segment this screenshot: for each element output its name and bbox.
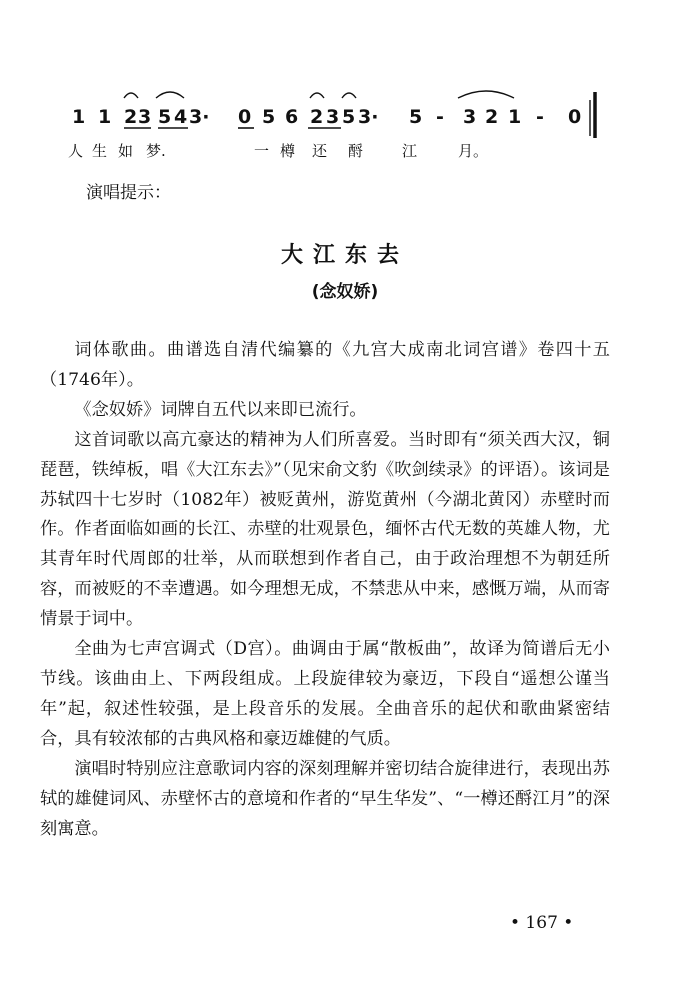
lyric-syllable: 江	[402, 142, 418, 160]
note: 3·	[358, 106, 379, 128]
page-title: 大江东去	[280, 243, 409, 268]
note: 3	[463, 106, 477, 128]
lyric-syllable: 樽	[280, 142, 296, 160]
lyric-syllable: 如	[118, 142, 134, 160]
note: 1	[72, 106, 86, 128]
note: 3·	[189, 106, 210, 128]
lyric-syllable: 人	[68, 142, 84, 160]
note: -	[436, 106, 444, 128]
lyric-syllable: 一	[254, 142, 270, 160]
note: 2	[310, 106, 324, 128]
note: 2	[124, 106, 138, 128]
paragraph: 《念奴娇》词牌自五代以来即已流行。	[74, 399, 367, 420]
paragraph: 这首词歌以高亢豪达的精神为人们所喜爱。当时即有“须关西大汉，铜琵琶，铁绰板，唱《大江东去》”（见宋俞文豹《吹剑续录》的评语）。该词是苏轼四十七岁时（1082年）被贬黄州，游览黄州（今湖北黄冈）赤壁时而作。作者面临如画的长江、赤壁的壮观景色，缅怀古代无数的英雄人物，尤其青年时代周郎的壮举，从而联想到作者自己，由于政治理想不为朝廷所容，而被贬的不幸遭遇。如今理想无成，不禁悲从中来，感慨万端，从而寄情景于词中。	[40, 429, 610, 630]
slur	[124, 93, 138, 98]
singing-tips-label: 演唱提示：	[86, 183, 171, 203]
music-score	[58, 78, 618, 168]
paragraph: 演唱时特别应注意歌词内容的深刻理解并密切结合旋律进行，表现出苏轼的雄健词风、赤壁怀古的意境和作者的“早生华发”、“一樽还酹江月”的深刻寓意。	[40, 758, 610, 839]
note: 3	[138, 106, 152, 128]
note: 0	[568, 106, 582, 128]
body-text	[40, 336, 610, 844]
paragraph: 全曲为七声宫调式（D宫）。曲调由于属“散板曲”，故译为简谱后无小节线。该曲由上、下两段组成。上段旋律较为豪迈，下段自“遥想公谨当年”起，叙述性较强，是上段音乐的发展。全曲音乐的起伏和歌曲紧密结合，具有较浓郁的古典风格和豪迈雄健的气质。	[40, 639, 610, 749]
note: 0	[238, 106, 252, 128]
paragraph: 词体歌曲。曲谱选自清代编纂的《九宫大成南北词宫谱》卷四十五（1746年）。	[40, 340, 610, 390]
score-notes	[58, 106, 618, 134]
note: 1	[98, 106, 112, 128]
note: 6	[285, 106, 299, 128]
note: 5	[262, 106, 276, 128]
note: 5	[158, 106, 172, 128]
note: -	[536, 106, 544, 128]
slur	[156, 92, 184, 98]
lyric-syllable: 还	[312, 142, 328, 160]
slur	[310, 93, 324, 98]
score-lyrics	[58, 140, 618, 164]
note: 3	[326, 106, 340, 128]
slur	[342, 93, 356, 98]
lyric-syllable: 生	[92, 142, 108, 160]
note: 1	[508, 106, 522, 128]
note: 5	[409, 106, 423, 128]
lyric-syllable: 梦.	[146, 142, 166, 160]
lyric-syllable: 酹	[348, 142, 364, 160]
note: 4	[174, 106, 188, 128]
note: 5	[342, 106, 356, 128]
lyric-syllable: 月。	[458, 142, 489, 160]
page-subtitle: (念奴娇)	[311, 282, 379, 302]
note: 2	[485, 106, 499, 128]
page-number: • 167 •	[510, 913, 574, 933]
slur	[458, 91, 514, 98]
